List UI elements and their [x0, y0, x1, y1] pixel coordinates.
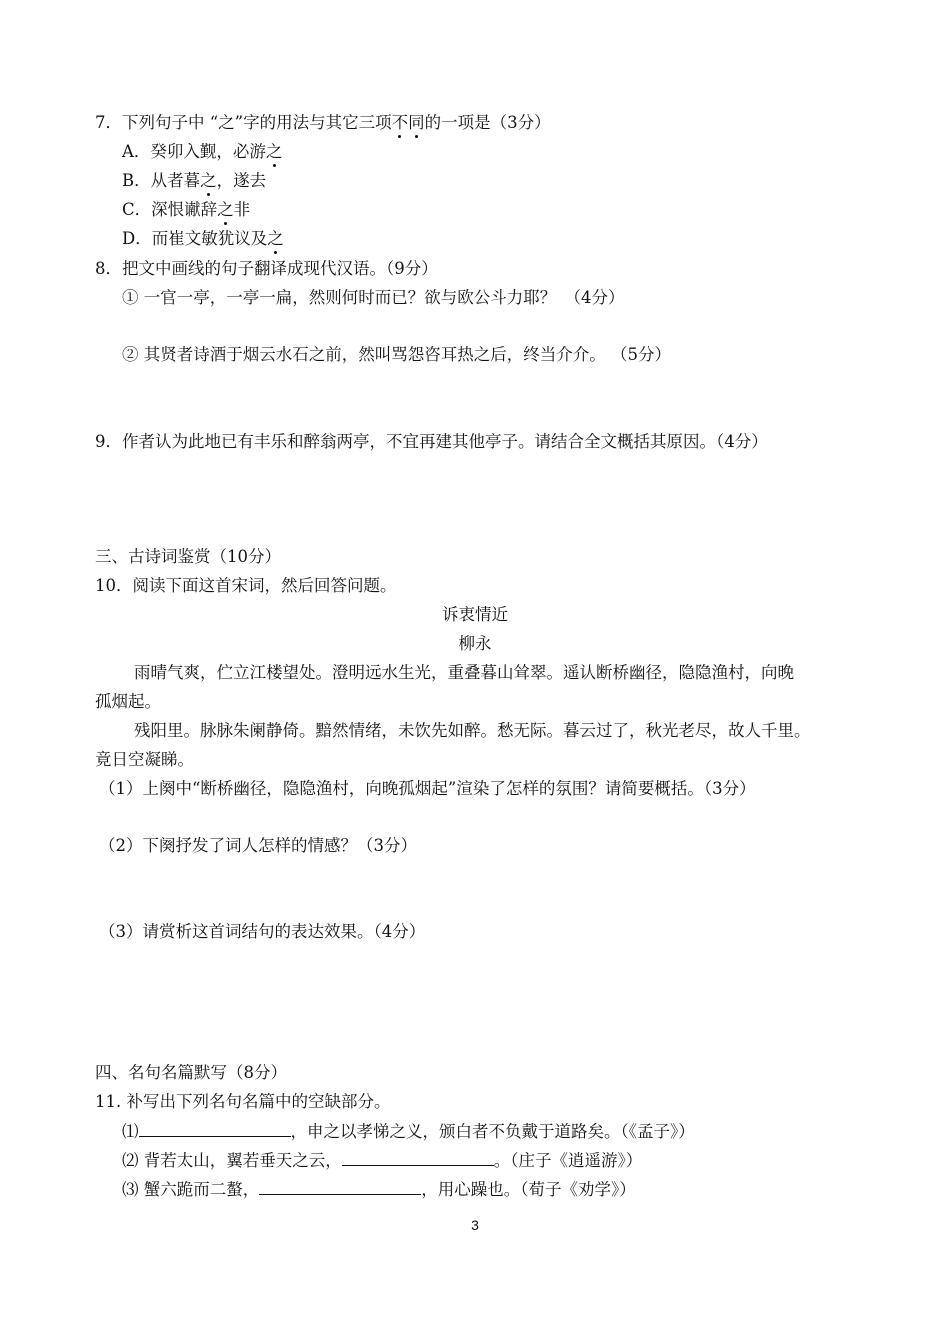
emphasis-mark: 之	[267, 229, 284, 248]
q11-item-1: ⑴ ，申之以孝悌之义，颁白者不负戴于道路矣。（《孟子》）	[122, 1122, 695, 1141]
answer-blank[interactable]	[259, 1178, 421, 1195]
emphasis-mark: 同	[408, 113, 425, 132]
section-4-heading: 四、名句名篇默写（8分）	[95, 1063, 287, 1082]
answer-blank[interactable]	[139, 1120, 291, 1137]
page-number: 3	[471, 1217, 479, 1233]
q10-sub-1: （1）上阕中“断桥幽径，隐隐渔村，向晚孤烟起”渲染了怎样的氛围？请简要概括。（3分）	[99, 779, 756, 798]
q7-option-b: B．从者暮之，遂去	[122, 171, 267, 190]
poem-author: 柳永	[458, 634, 492, 653]
q11-item-2: ⑵ 背若太山，翼若垂天之云， 。（庄子《逍遥游》）	[122, 1151, 643, 1170]
section-3-heading: 三、古诗词鉴赏（10分）	[95, 547, 281, 566]
q8-stem: 8．把文中画线的句子翻译成现代汉语。（9分）	[95, 259, 438, 278]
poem-title: 诉衷情近	[442, 605, 508, 624]
q10-stem: 10．阅读下面这首宋词，然后回答问题。	[95, 576, 397, 595]
q8-item-1: ① 一官一亭，一亭一扁，然则何时而已？欲与欧公斗力耶？ （4分）	[122, 288, 625, 307]
q7-stem: 7．下列句子中 “之”字的用法与其它三项不同的一项是（3分）	[95, 113, 551, 132]
emphasis-mark: 之	[217, 200, 234, 219]
emphasis-mark: 不	[391, 113, 409, 132]
q7-option-d: D．而崔文敏犹议及之	[122, 229, 284, 248]
q10-sub-2: （2）下阕抒发了词人怎样的情感？（3分）	[99, 836, 417, 855]
q7-option-c: C．深恨谳辞之非	[122, 200, 251, 219]
emphasis-mark: 之	[200, 171, 217, 190]
answer-blank[interactable]	[342, 1149, 494, 1166]
poem-stanza-1-line-2: 孤烟起。	[95, 692, 161, 711]
q11-item-3: ⑶ 蟹六跪而二螯， ，用心躁也。（荀子《劝学》）	[122, 1180, 636, 1199]
poem-stanza-2-line-1: 残阳里。脉脉朱阑静倚。黯然情绪，未饮先如醉。愁无际。暮云过了，秋光老尽，故人千里。	[134, 721, 811, 740]
q9-stem: 9．作者认为此地已有丰乐和醉翁两亭，不宜再建其他亭子。请结合全文概括其原因。（4分）	[95, 432, 768, 451]
emphasis-mark: 之	[265, 142, 283, 161]
poem-stanza-2-line-2: 竟日空凝睇。	[95, 750, 194, 769]
q11-stem: 11. 补写出下列名句名篇中的空缺部分。	[95, 1092, 391, 1111]
q7-option-a: A．癸卯入觐，必游之	[122, 142, 283, 161]
q8-item-2: ② 其贤者诗酒于烟云水石之前，然叫骂怨咨耳热之后，终当介介。 （5分）	[122, 345, 671, 364]
poem-stanza-1-line-1: 雨晴气爽，伫立江楼望处。澄明远水生光，重叠暮山耸翠。遥认断桥幽径，隐隐渔村，向晚	[134, 663, 794, 682]
q10-sub-3: （3）请赏析这首词结句的表达效果。（4分）	[99, 922, 426, 941]
